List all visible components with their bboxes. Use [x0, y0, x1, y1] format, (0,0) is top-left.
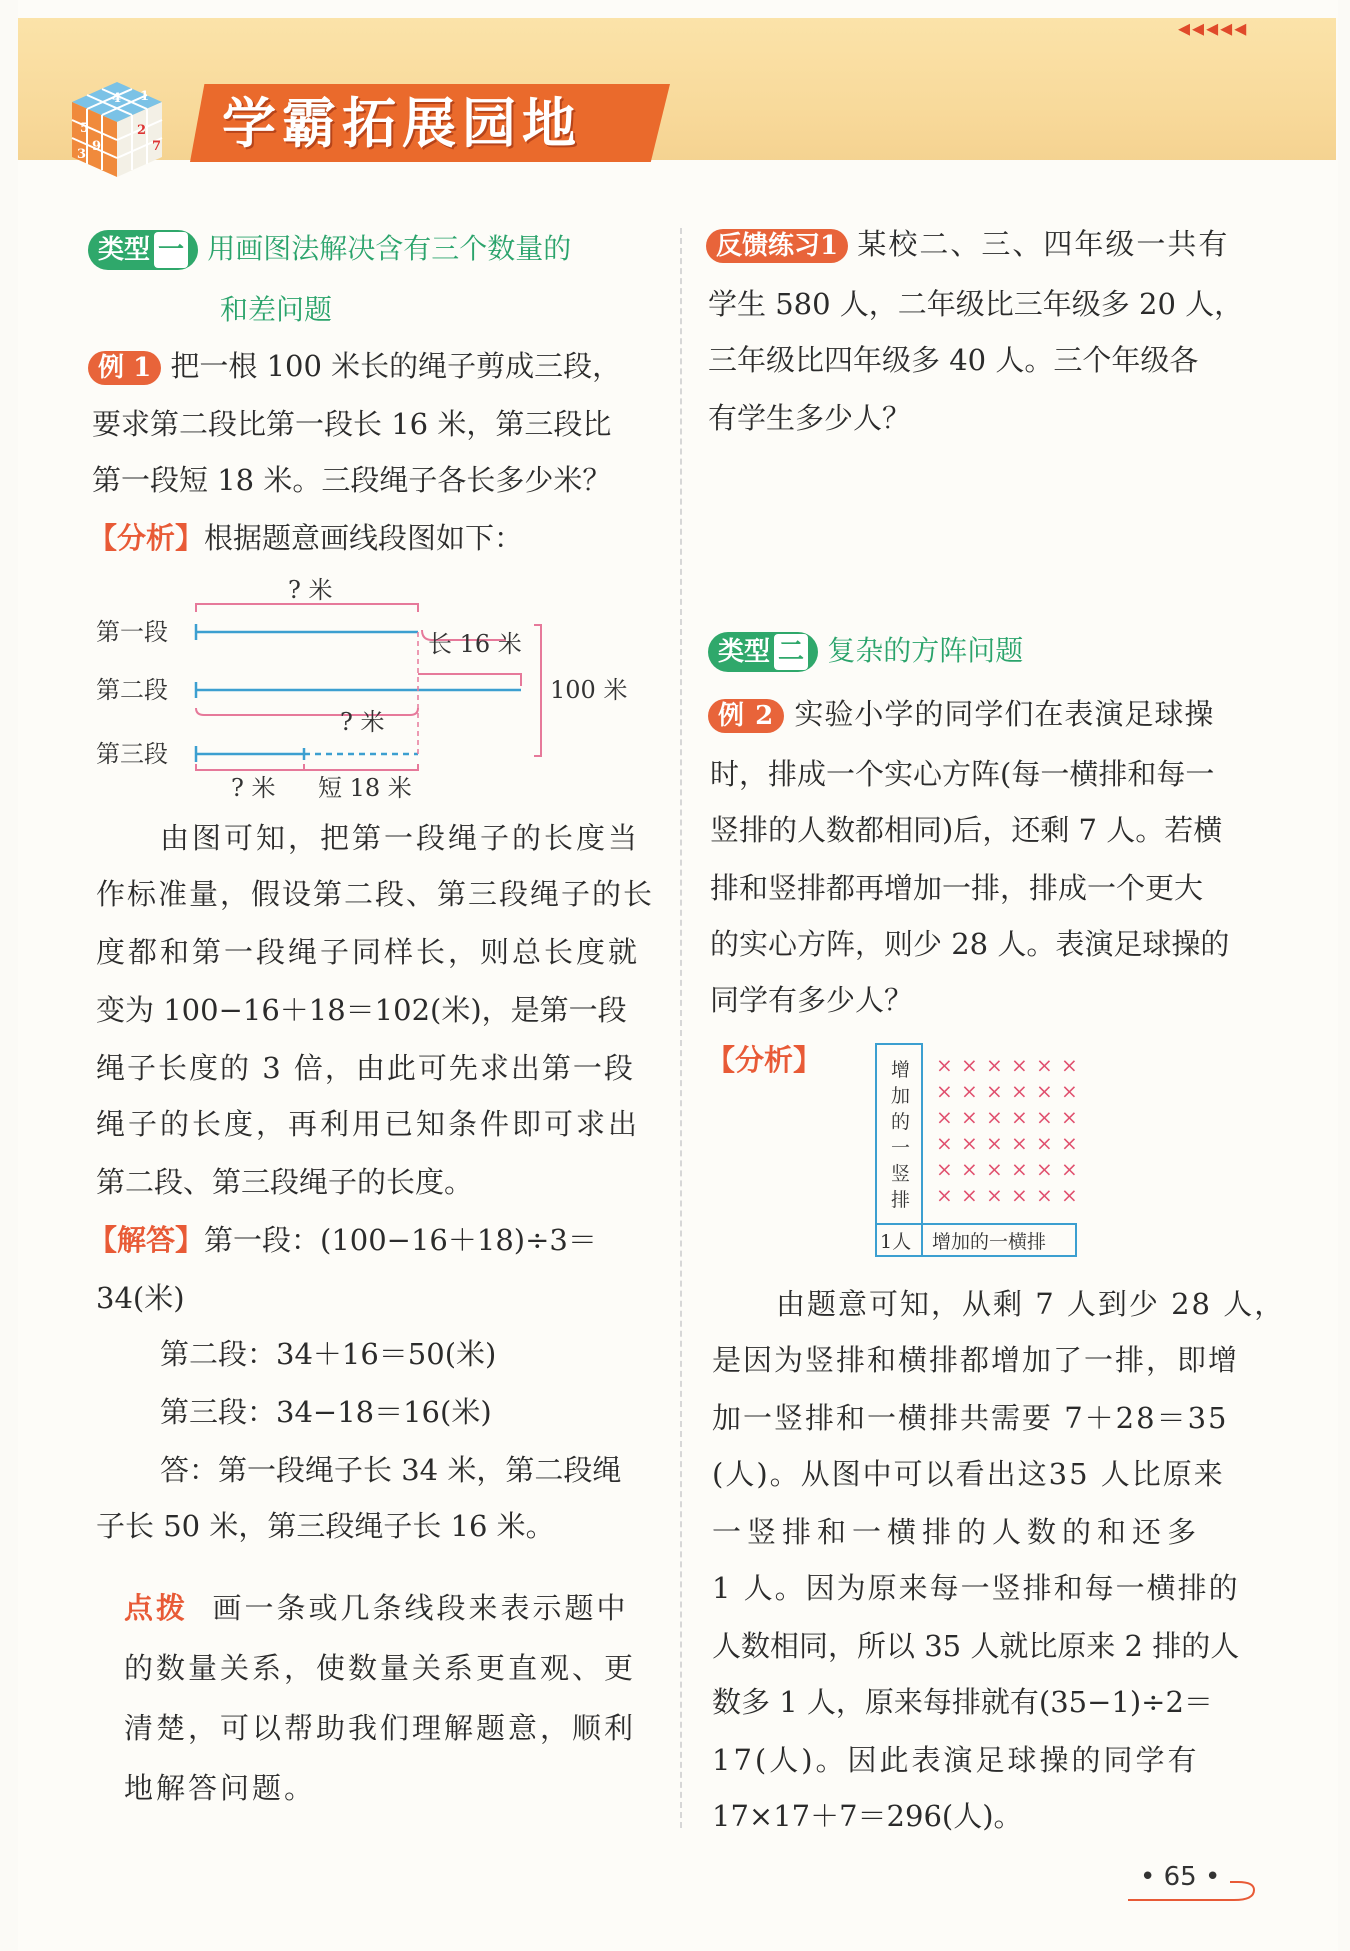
grid-mark: ×: [936, 1053, 953, 1077]
left-para-line7: 第二段、第三段绳子的长度。: [96, 1165, 474, 1199]
grid-mark: ×: [961, 1079, 978, 1103]
example2-line3: 竖排的人数都相同)后，还剩 7 人。若横: [710, 813, 1223, 847]
answer-line6: 子长 50 米，第三段绳子长 16 米。: [96, 1509, 555, 1543]
left-para-line2: 作标准量，假设第二段、第三段绳子的长: [96, 877, 655, 911]
page-title: 学霸拓展园地: [222, 92, 582, 155]
analysis2-label: 【分析】: [706, 1043, 823, 1077]
type1-badge: 类型 一: [88, 230, 198, 270]
svg-text:竖: 竖: [891, 1163, 911, 1185]
tip-label: 点拨: [124, 1591, 189, 1625]
label-q1: ? 米: [288, 576, 333, 604]
grid-mark: ×: [961, 1053, 978, 1077]
type2-heading: [708, 630, 1023, 672]
tip-line2: 的数量关系，使数量关系更直观、更: [124, 1651, 637, 1685]
svg-text:2: 2: [137, 123, 147, 138]
header-underlay: [18, 160, 1336, 200]
grid-mark: ×: [986, 1053, 1003, 1077]
type1-title-line1: 用画图法解决含有三个数量的: [207, 232, 572, 265]
grid-mark: ×: [961, 1105, 978, 1129]
type2-badge: 类型 二: [708, 632, 818, 672]
grid-mark: ×: [1061, 1105, 1078, 1129]
label-short18: 短 18 米: [318, 774, 412, 802]
example2-line5: 的实心方阵，则少 28 人。表演足球操的: [710, 927, 1230, 961]
grid-mark: ×: [1036, 1131, 1053, 1155]
right-para-line6: 1 人。因为原来每一竖排和每一横排的: [712, 1571, 1240, 1605]
grid-mark: ×: [1061, 1157, 1078, 1181]
right-para-line1: 由题意可知，从剩 7 人到少 28 人，: [776, 1287, 1286, 1321]
example1-badge: 例 1: [88, 351, 161, 385]
left-para-line6: 绳子的长度，再利用已知条件即可求出: [96, 1107, 641, 1141]
left-para-line4: 变为 100−16＋18＝102(米)，是第一段: [96, 993, 627, 1027]
grid-mark: ×: [936, 1183, 953, 1207]
svg-text:一: 一: [891, 1137, 911, 1159]
type2-title: 复杂的方阵问题: [827, 634, 1024, 667]
page-number: • 65 •: [1140, 1862, 1221, 1892]
grid-mark: ×: [986, 1183, 1003, 1207]
tip-line1: 点拨 画一条或几条线段来表示题中: [124, 1591, 629, 1625]
bracket-seg1: [196, 604, 418, 612]
grid-mark: ×: [986, 1079, 1003, 1103]
grid-horizontal-label: 增加的一横排: [932, 1231, 1047, 1253]
right-para-line3: 加一竖排和一横排共需要 7＋28＝35: [712, 1401, 1229, 1435]
svg-text:加: 加: [891, 1085, 911, 1107]
grid-mark: ×: [936, 1157, 953, 1181]
grid-mark: ×: [1061, 1079, 1078, 1103]
feedback-badge: 反馈练习1: [706, 229, 848, 263]
left-para-line3: 度都和第一段绳子同样长，则总长度就: [96, 935, 641, 969]
feedback-line1: 反馈练习1 某校二、三、四年级一共有: [706, 224, 1229, 264]
right-para-line10: 17×17＋7＝296(人)。: [712, 1799, 1023, 1833]
grid-mark: ×: [961, 1157, 978, 1181]
svg-text:增: 增: [891, 1059, 911, 1081]
answer-line2: 34(米): [96, 1281, 185, 1315]
feedback-line4: 有学生多少人？: [708, 401, 912, 435]
grid-mark: ×: [1011, 1079, 1028, 1103]
svg-text:9: 9: [92, 139, 102, 154]
label-q2: ? 米: [340, 708, 385, 736]
grid-mark: ×: [1011, 1131, 1028, 1155]
example2-line4: 排和竖排都再增加一排，排成一个更大: [710, 871, 1204, 905]
column-divider: [680, 228, 682, 1828]
left-para-line1: 由图可知，把第一段绳子的长度当: [160, 821, 641, 855]
left-para-line5: 绳子长度的 3 倍，由此可先求出第一段: [96, 1051, 635, 1085]
rubiks-cube-icon: [62, 72, 180, 182]
feedback-line2: 学生 580 人，二年级比三年级多 20 人，: [708, 287, 1244, 321]
tip-line4: 地解答问题。: [124, 1771, 317, 1805]
example1-line2: 要求第二段比第一段长 16 米，第三段比: [92, 407, 612, 441]
grid-mark: ×: [986, 1131, 1003, 1155]
grid-mark: ×: [961, 1183, 978, 1207]
label-seg2: 第二段: [96, 676, 168, 704]
grid-mark: ×: [936, 1079, 953, 1103]
label-long16: 长 16 米: [428, 630, 522, 658]
tip-line3: 清楚，可以帮助我们理解题意，顺利: [124, 1711, 637, 1745]
example1-line1: 例 1 把一根 100 米长的绳子剪成三段，: [88, 346, 621, 386]
grid-mark: ×: [1036, 1105, 1053, 1129]
grid-mark: ×: [1036, 1183, 1053, 1207]
svg-text:7: 7: [152, 139, 162, 154]
grid-mark: ×: [986, 1157, 1003, 1181]
grid-mark: ×: [1011, 1157, 1028, 1181]
grid-mark: ×: [1061, 1131, 1078, 1155]
label-seg3: 第三段: [96, 740, 168, 768]
bracket-total: [534, 625, 541, 756]
grid-mark: ×: [1061, 1183, 1078, 1207]
grid-mark: ×: [936, 1105, 953, 1129]
svg-text:排: 排: [891, 1189, 911, 1211]
svg-text:1: 1: [140, 89, 150, 104]
type1-title-line2: 和差问题: [220, 293, 333, 326]
header-arrows-icon: ◂◂◂◂◂: [1178, 14, 1249, 42]
analysis1-label: 【分析】: [88, 521, 205, 555]
grid-mark: ×: [1061, 1053, 1078, 1077]
svg-text:5: 5: [80, 121, 90, 136]
svg-text:的: 的: [891, 1111, 911, 1133]
grid-mark: ×: [1011, 1053, 1028, 1077]
example2-line1: 例 2 实验小学的同学们在表演足球操: [708, 694, 1214, 734]
label-seg1: 第一段: [96, 618, 168, 646]
grid-mark: ×: [986, 1105, 1003, 1129]
label-q3: ? 米: [231, 774, 276, 802]
example2-badge: 例 2: [708, 699, 784, 733]
grid-mark: ×: [936, 1131, 953, 1155]
grid-marks: [936, 1053, 1078, 1207]
label-total: 100 米: [550, 676, 628, 704]
answer-line1: 【解答】第一段：(100−16＋18)÷3＝: [88, 1223, 597, 1257]
example1-line3: 第一段短 18 米。三段绳子各长多少米？: [92, 463, 612, 497]
answer-line3: 第二段：34＋16＝50(米): [160, 1337, 497, 1371]
grid-mark: ×: [961, 1131, 978, 1155]
grid-mark: ×: [1011, 1105, 1028, 1129]
grid-corner-label: 1人: [880, 1231, 912, 1253]
answer-line4: 第三段：34−18＝16(米): [160, 1395, 492, 1429]
answer-label: 【解答】: [88, 1223, 205, 1257]
svg-text:4: 4: [112, 91, 122, 106]
square-array-diagram: [872, 1040, 1108, 1266]
example2-line2: 时，排成一个实心方阵(每一横排和每一: [710, 757, 1215, 791]
grid-mark: ×: [1011, 1183, 1028, 1207]
page-number-underline-icon: [1126, 1876, 1266, 1906]
example2-line6: 同学有多少人？: [710, 983, 914, 1017]
analysis1: 【分析】根据题意画线段图如下：: [88, 521, 524, 555]
right-para-line8: 数多 1 人，原来每排就有(35−1)÷2＝: [712, 1685, 1213, 1719]
right-para-line5: 一竖排和一横排的人数的和还多: [712, 1515, 1203, 1549]
feedback-line3: 三年级比四年级多 40 人。三个年级各: [708, 343, 1199, 377]
answer-line5: 答：第一段绳子长 34 米，第二段绳: [160, 1453, 622, 1487]
type1-heading: [88, 228, 571, 270]
right-para-line2: 是因为竖排和横排都增加了一排，即增: [712, 1343, 1240, 1377]
right-para-line4: (人)。从图中可以看出这35 人比原来: [712, 1457, 1225, 1491]
right-para-line9: 17(人)。因此表演足球操的同学有: [712, 1743, 1200, 1777]
svg-text:3: 3: [77, 147, 87, 162]
grid-mark: ×: [1036, 1157, 1053, 1181]
grid-mark: ×: [1036, 1079, 1053, 1103]
right-para-line7: 人数相同，所以 35 人就比原来 2 排的人: [712, 1629, 1240, 1663]
segment-diagram: [96, 570, 656, 810]
grid-mark: ×: [1036, 1053, 1053, 1077]
